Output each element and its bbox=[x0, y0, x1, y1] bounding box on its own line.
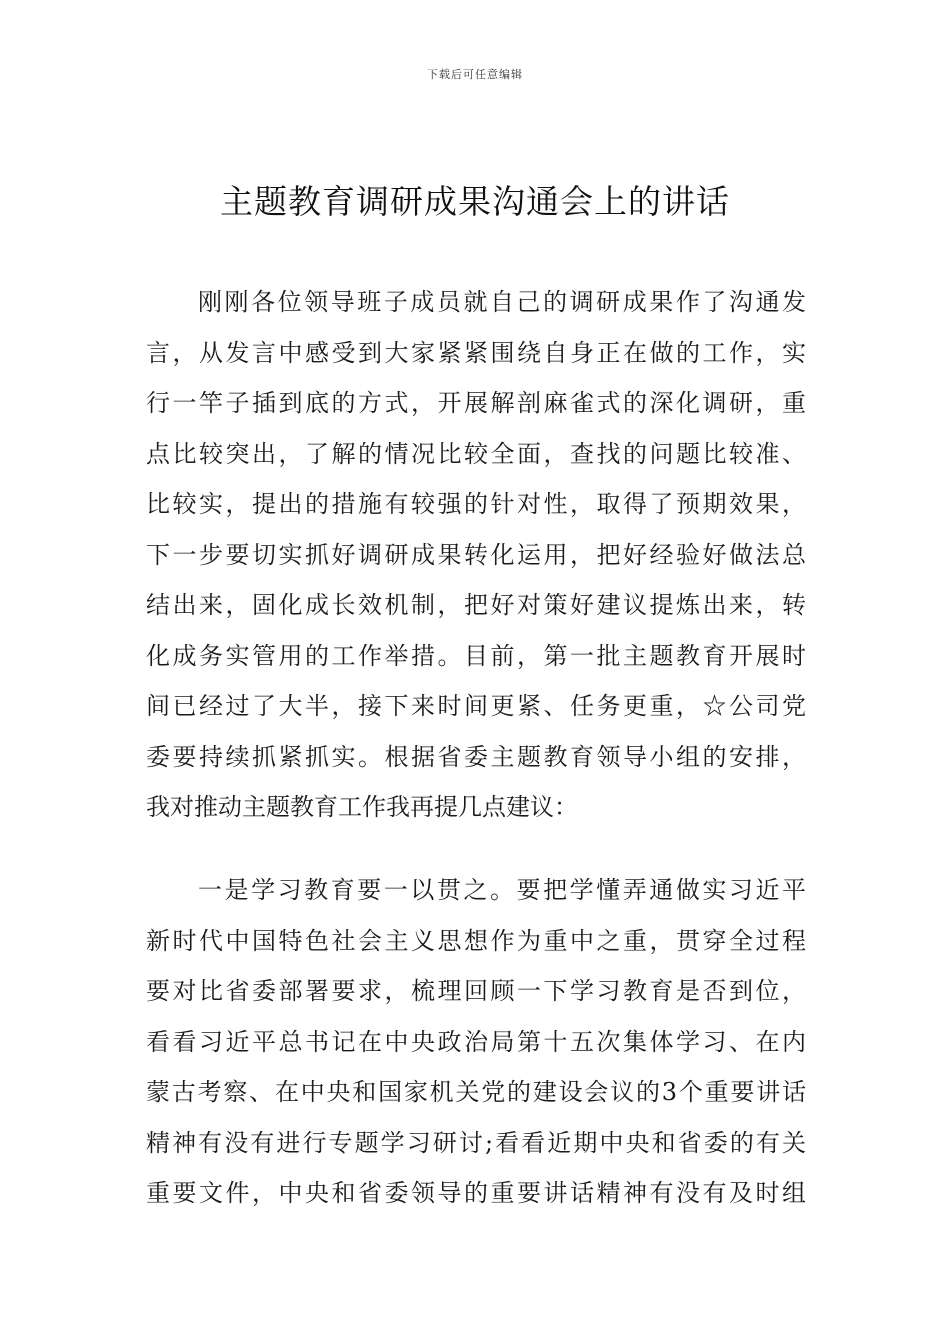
paragraph-line: 比较实，提出的措施有较强的针对性，取得了预期效果， bbox=[146, 490, 806, 518]
paragraph-line: 间已经过了大半，接下来时间更紧、任务更重，☆公司党 bbox=[146, 692, 806, 720]
paragraph-line: 新时代中国特色社会主义思想作为重中之重，贯穿全过程 bbox=[146, 926, 806, 955]
paragraph-line: 刚刚各位领导班子成员就自己的调研成果作了沟通发 bbox=[198, 288, 806, 316]
paragraph-line: 行一竿子插到底的方式，开展解剖麻雀式的深化调研，重 bbox=[146, 389, 806, 417]
document-title: 主题教育调研成果沟通会上的讲话 bbox=[220, 182, 730, 221]
paragraph-study-education bbox=[146, 865, 806, 1219]
paragraph-line: 要对比省委部署要求，梳理回顾一下学习教育是否到位， bbox=[146, 977, 806, 1005]
paragraph-line: 结出来，固化成长效机制，把好对策好建议提炼出来，转 bbox=[146, 591, 806, 619]
paragraph-line: 我对推动主题教育工作我再提几点建议： bbox=[146, 793, 578, 821]
paragraph-line: 化成务实管用的工作举措。目前，第一批主题教育开展时 bbox=[146, 641, 806, 670]
paragraph-intro bbox=[146, 277, 806, 833]
paragraph-line: 下一步要切实抓好调研成果转化运用，把好经验好做法总 bbox=[146, 540, 806, 569]
page-header-note: 下载后可任意编辑 bbox=[427, 68, 523, 81]
paragraph-line: 精神有没有进行专题学习研讨;看看近期中央和省委的有关 bbox=[146, 1128, 806, 1157]
paragraph-line: 点比较突出，了解的情况比较全面，查找的问题比较准、 bbox=[146, 439, 806, 468]
paragraph-line: 一是学习教育要一以贯之。要把学懂弄通做实习近平 bbox=[198, 876, 806, 904]
paragraph-line: 蒙古考察、在中央和国家机关党的建设会议的3个重要讲话 bbox=[146, 1078, 806, 1106]
paragraph-line: 重要文件，中央和省委领导的重要讲话精神有没有及时组 bbox=[146, 1179, 806, 1207]
paragraph-line: 委要持续抓紧抓实。根据省委主题教育领导小组的安排， bbox=[146, 742, 806, 771]
paragraph-line: 看看习近平总书记在中央政治局第十五次集体学习、在内 bbox=[146, 1027, 806, 1056]
paragraph-line: 言，从发言中感受到大家紧紧围绕自身正在做的工作，实 bbox=[146, 338, 806, 367]
